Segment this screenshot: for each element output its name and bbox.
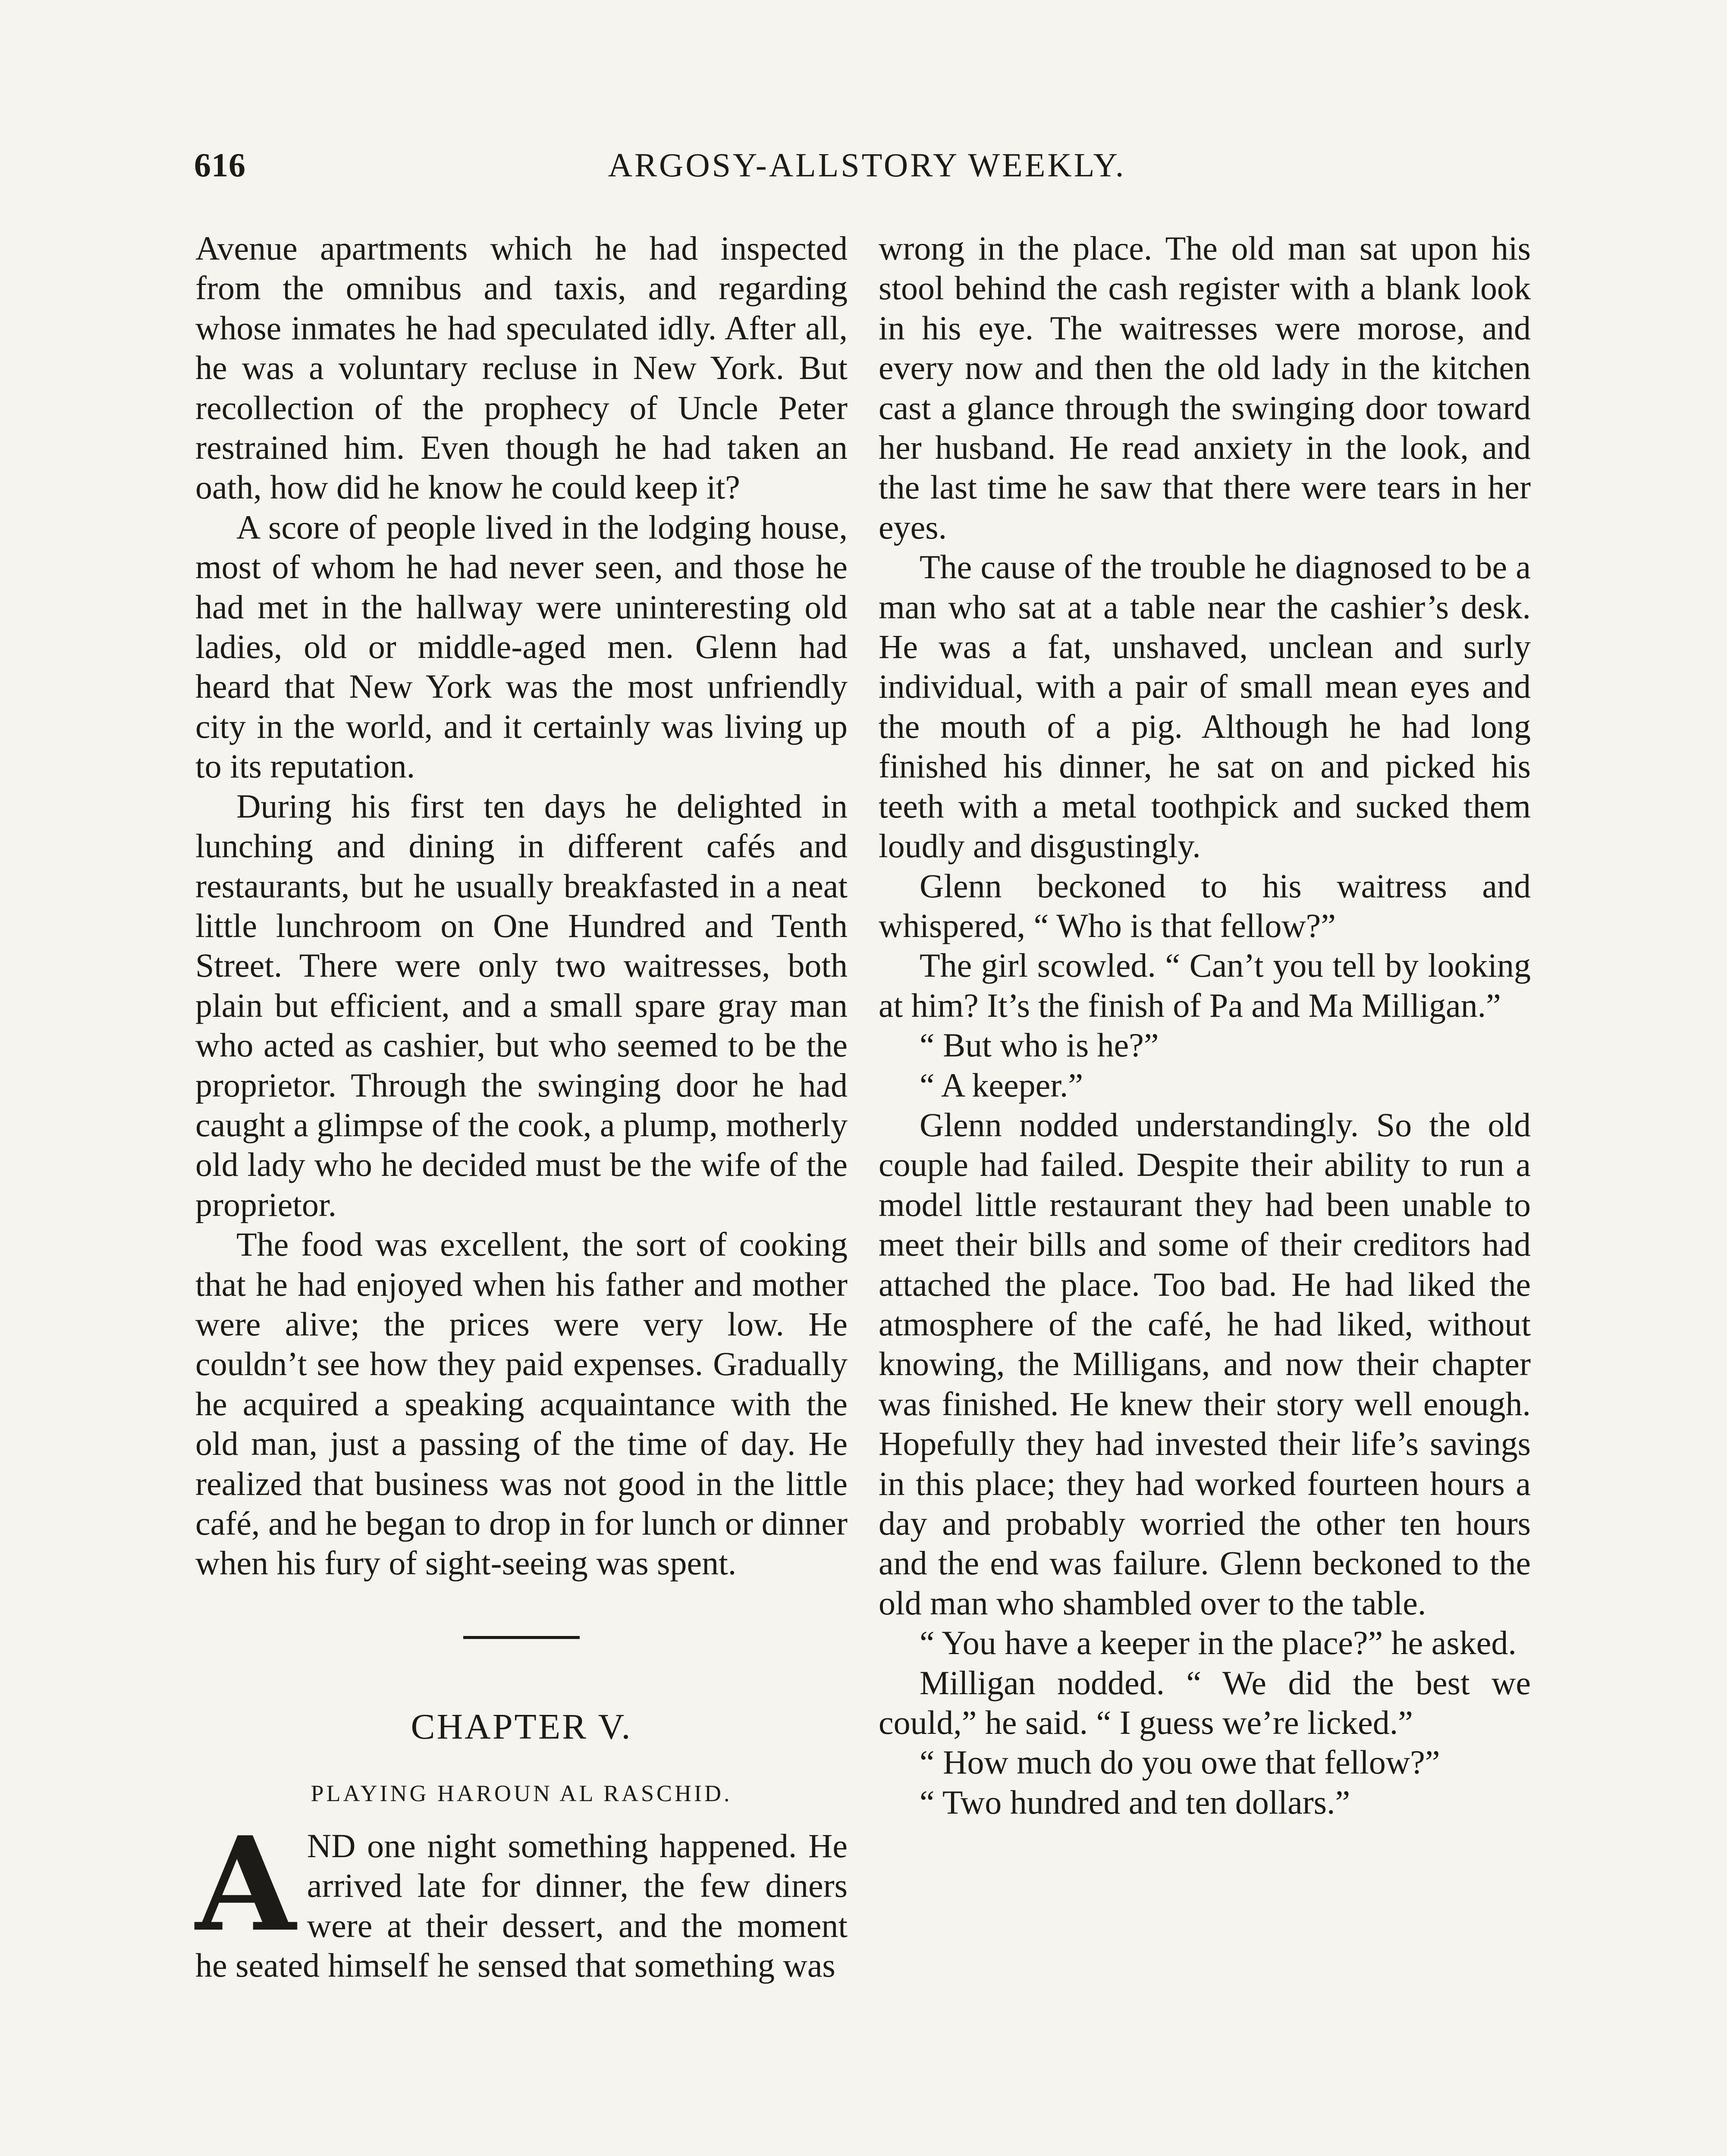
paragraph: “ A keeper.”: [920, 1066, 1083, 1104]
paragraph: The cause of the trouble he diagnosed to be a man who sat at a table near the cashier’s desk. He was a fat, unshaved, unclean and surly individual, with a pair of small mean eyes and the mouth of a pig. Although he had long finished his dinner, he sat on and picked his teeth with a metal toothpick and sucked them loudly and disgustingly.: [879, 548, 1531, 865]
running-title: ARGOSY-ALLSTORY WEEKLY.: [608, 146, 1126, 184]
paragraph: The food was excellent, the sort of cooking that he had enjoyed when his father and mother were alive; the prices were very low. He couldn’t see how they paid expenses. Gradually he acquired a speaking acquaintance with the old man, just a passing of the time of day. He realized that business was not good in the little café, and he began to drop in for lunch or dinner when his fury of sight-seeing was spent.: [195, 1225, 848, 1582]
page-number: 616: [194, 146, 246, 184]
paragraph: “ Two hundred and ten dollars.”: [920, 1783, 1350, 1821]
paragraph: “ How much do you owe that fellow?”: [920, 1743, 1440, 1781]
section-divider: [463, 1636, 580, 1639]
paragraph: Avenue apartments which he had inspected from the omnibus and taxis, and regarding whose inmates he had speculated idly. After all, he was a voluntary recluse in New York. But recollection of the prophecy of Uncle Peter restrained him. Even though he had taken an oath, how did he know he could keep it?: [195, 229, 848, 506]
drop-cap: A: [195, 1808, 296, 1960]
chapter-subtitle: PLAYING HAROUN AL RASCHID.: [311, 1780, 732, 1806]
chapter-title: CHAPTER V.: [411, 1706, 632, 1747]
left-column: [195, 229, 848, 1985]
paragraph: Glenn nodded understandingly. So the old couple had failed. Despite their ability to run a model little restaurant they had been unable to meet their bills and some of their creditors had attached the place. Too bad. He had liked the atmosphere of the café, he had liked, without knowing, the Milligans, and now their chapter was finished. He knew their story well enough. Hopefully they had invested their life’s savings in this place; they had worked fourteen hours a day and probably worried the other ten hours and the end was failure. Glenn beckoned to the old man who shambled over to the table.: [879, 1106, 1531, 1622]
paragraph: “ But who is he?”: [920, 1026, 1159, 1064]
paragraph: During his first ten days he delighted in lunching and dining in different cafés and restaurants, but he usually breakfasted in a neat little lunchroom on One Hundred and Tenth Street. There were only two waitresses, both plain but efficient, and a small spare gray man who acted as cashier, but who seemed to be the proprietor. Through the swinging door he had caught a glimpse of the cook, a plump, motherly old lady who he decided must be the wife of the proprietor.: [195, 787, 848, 1223]
page-header: [194, 146, 1540, 193]
paragraph: Glenn beckoned to his waitress and whispered, “ Who is that fellow?”: [879, 867, 1531, 944]
paragraph: The girl scowled. “ Can’t you tell by looking at him? It’s the finish of Pa and Ma Milligan.”: [879, 946, 1531, 1024]
paragraph-text: ND one night something happened. He arrived late for dinner, the few diners were at their dessert, and the moment he seated himself he sensed that something was: [195, 1827, 848, 1984]
paragraph: wrong in the place. The old man sat upon his stool behind the cash register with a blank look in his eye. The waitresses were morose, and every now and then the old lady in the kitchen cast a glance through the swinging door toward her husband. He read anxiety in the look, and the last time he saw that there were tears in her eyes.: [879, 229, 1531, 546]
paragraph: A score of people lived in the lodging house, most of whom he had never seen, and those he had met in the hallway were uninteresting old ladies, old or middle-aged men. Glenn had heard that New York was the most unfriendly city in the world, and it certainly was living up to its reputation.: [195, 508, 848, 785]
paragraph: “ You have a keeper in the place?” he asked.: [920, 1624, 1517, 1662]
right-column: [879, 229, 1531, 1822]
chapter-opening-paragraph: [195, 1808, 848, 1986]
paragraph: Milligan nodded. “ We did the best we could,” he said. “ I guess we’re licked.”: [879, 1664, 1531, 1742]
